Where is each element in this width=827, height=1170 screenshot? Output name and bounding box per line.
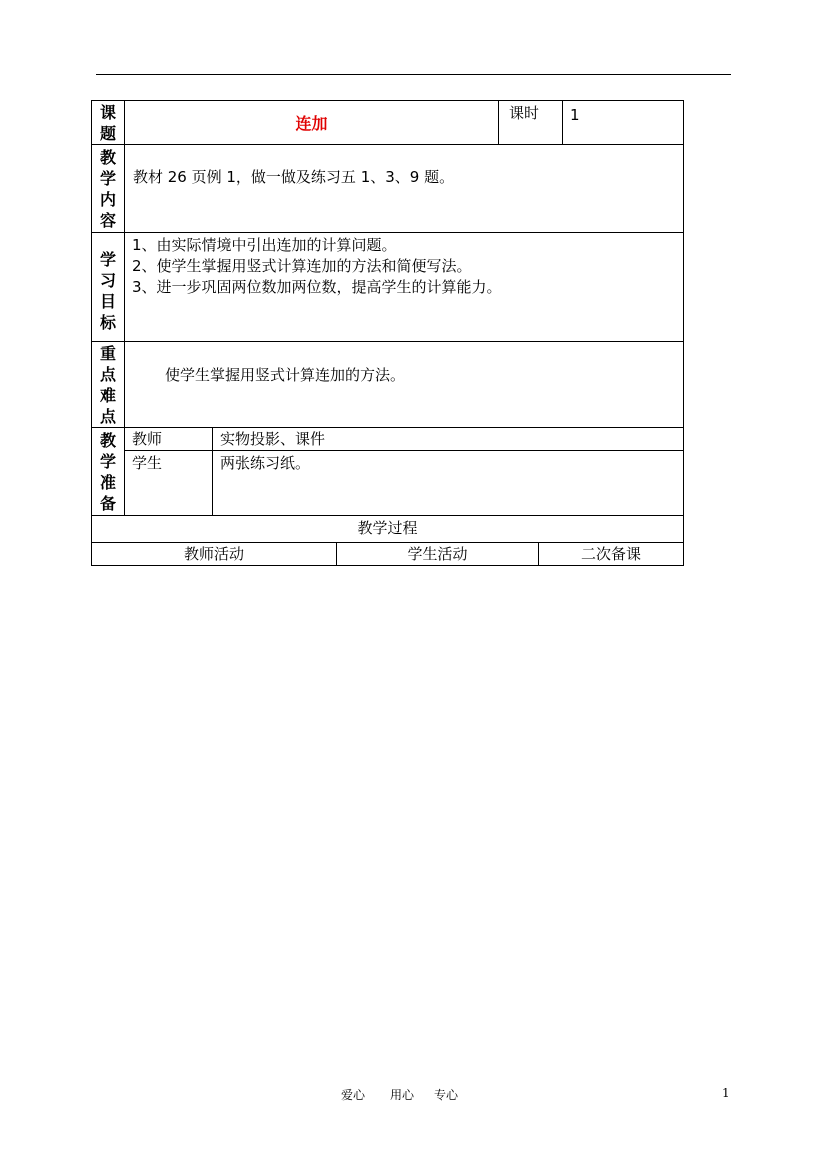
prep-teacher-label-cell bbox=[124, 427, 213, 451]
prep-student-label: 学生 bbox=[132, 454, 163, 472]
topic-label bbox=[91, 100, 125, 145]
key-points: 使学生掌握用竖式计算连加的方法。 bbox=[165, 366, 406, 384]
header-rule bbox=[96, 74, 731, 75]
prep-label-char-4: 备 bbox=[99, 493, 116, 513]
prep-teacher-label: 教师 bbox=[132, 430, 163, 448]
content-label-char-3: 内 bbox=[99, 189, 116, 209]
prep-student-cell bbox=[212, 450, 684, 516]
footer-middle: 用心 bbox=[390, 1088, 415, 1102]
process-title: 教学过程 bbox=[357, 519, 418, 537]
prep-teacher-cell bbox=[212, 427, 684, 451]
column-header-label: 学生活动 bbox=[407, 545, 468, 563]
content-label-char-4: 容 bbox=[99, 210, 116, 230]
topic-cell bbox=[124, 100, 499, 145]
topic-label-char-2: 题 bbox=[99, 123, 116, 143]
period-value-cell bbox=[562, 100, 684, 145]
content-label bbox=[91, 144, 125, 233]
goals-cell bbox=[124, 232, 684, 342]
key-label-char-2: 点 bbox=[99, 364, 116, 384]
prep-label-char-1: 教 bbox=[99, 430, 116, 450]
goals-label-char-1: 学 bbox=[99, 250, 116, 269]
content-cell bbox=[124, 144, 684, 233]
column-header-student bbox=[336, 542, 539, 566]
period-value: 1 bbox=[570, 106, 580, 124]
footer-left: 爱心 bbox=[341, 1088, 366, 1102]
process-title-cell bbox=[91, 515, 684, 543]
content-label-char-1: 教 bbox=[99, 147, 116, 167]
prep-student: 两张练习纸。 bbox=[220, 454, 311, 472]
column-header-teacher bbox=[91, 542, 337, 566]
topic-label-char-1: 课 bbox=[99, 102, 116, 122]
goal-item: 2、使学生掌握用竖式计算连加的方法和简便写法。 bbox=[132, 257, 472, 275]
key-points-cell bbox=[124, 341, 684, 428]
prep-label bbox=[91, 427, 125, 516]
key-points-label bbox=[91, 341, 125, 428]
prep-student-label-cell bbox=[124, 450, 213, 516]
column-header-revision bbox=[538, 542, 684, 566]
goal-item: 3、进一步巩固两位数加两位数，提高学生的计算能力。 bbox=[132, 278, 502, 296]
footer-right: 专心 bbox=[434, 1088, 459, 1102]
goals-label bbox=[91, 232, 125, 342]
column-header-label: 教师活动 bbox=[183, 545, 244, 563]
lesson-content: 教材 26 页例 1，做一做及练习五 1、3、9 题。 bbox=[133, 168, 455, 186]
prep-teacher: 实物投影、课件 bbox=[220, 430, 326, 448]
period-label: 课时 bbox=[509, 104, 540, 122]
goals-label-char-3: 目 bbox=[99, 292, 116, 311]
key-label-char-4: 点 bbox=[99, 406, 116, 426]
goals-label-char-2: 习 bbox=[99, 271, 116, 290]
goals-label-char-4: 标 bbox=[99, 313, 116, 332]
lesson-title: 连加 bbox=[295, 114, 328, 133]
key-label-char-1: 重 bbox=[99, 343, 116, 363]
key-label-char-3: 难 bbox=[99, 385, 116, 405]
page-number: 1 bbox=[722, 1086, 730, 1100]
content-label-char-2: 学 bbox=[99, 168, 116, 188]
prep-label-char-2: 学 bbox=[99, 451, 116, 471]
column-header-label: 二次备课 bbox=[580, 545, 641, 563]
prep-label-char-3: 准 bbox=[99, 472, 116, 492]
goal-item: 1、由实际情境中引出连加的计算问题。 bbox=[132, 236, 397, 254]
period-label-cell bbox=[498, 100, 563, 145]
